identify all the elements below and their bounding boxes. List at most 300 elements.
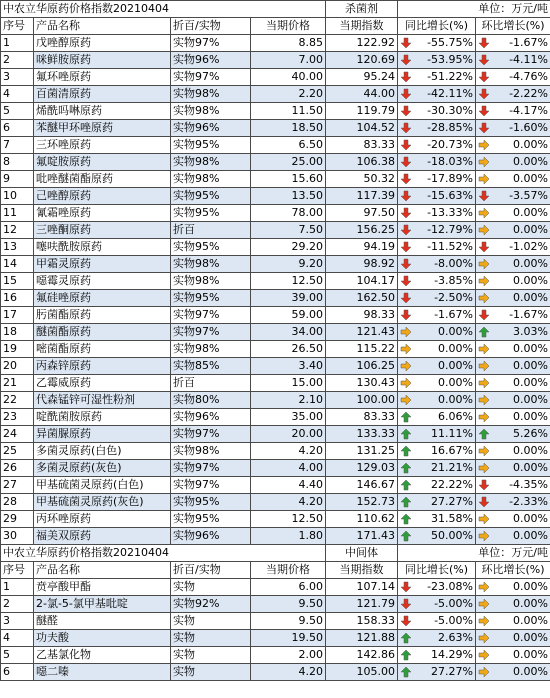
product-unit: 实物 (171, 664, 251, 681)
yoy-value: 6.06% (438, 410, 473, 423)
current-price: 4.00 (251, 460, 326, 477)
product-name: 嘧菌酯原药 (34, 341, 171, 358)
product-unit: 实物96% (171, 409, 251, 426)
current-index: 156.25 (326, 222, 398, 239)
current-price: 2.20 (251, 86, 326, 103)
yoy-value: -2.50% (434, 291, 473, 304)
current-price: 9.50 (251, 596, 326, 613)
mom-value: 3.03% (513, 325, 548, 338)
arrow-down-icon (478, 241, 490, 253)
mom-value: -4.76% (509, 70, 548, 83)
yoy-cell (398, 120, 476, 137)
mom-value: -2.22% (509, 87, 548, 100)
yoy-cell (398, 307, 476, 324)
row-number: 4 (1, 86, 34, 103)
table-row (1, 579, 550, 596)
mom-cell (476, 392, 550, 409)
product-name: 烯酰吗啉原药 (34, 103, 171, 120)
current-index: 106.25 (326, 358, 398, 375)
arrow-right-icon (478, 173, 490, 185)
row-number: 8 (1, 154, 34, 171)
product-name: 氰霜唑原药 (34, 205, 171, 222)
yoy-value: -55.75% (427, 36, 473, 49)
arrow-right-icon (478, 207, 490, 219)
section-category: 中间体 (326, 545, 398, 562)
yoy-value: -53.95% (427, 53, 473, 66)
table-row (1, 154, 550, 171)
product-name: 噁二嗪 (34, 664, 171, 681)
arrow-down-icon (478, 71, 490, 83)
arrow-right-icon (478, 377, 490, 389)
current-index: 100.00 (326, 392, 398, 409)
header-row (1, 562, 550, 579)
table-row (1, 392, 550, 409)
table-row (1, 290, 550, 307)
mom-cell (476, 341, 550, 358)
arrow-down-icon (400, 224, 412, 236)
mom-value: 0.00% (513, 648, 548, 661)
header-yoy: 同比增长(%) (398, 562, 476, 579)
current-price: 2.10 (251, 392, 326, 409)
row-number: 28 (1, 494, 34, 511)
section-title: 中农立华原药价格指数20210404 (1, 545, 326, 562)
section-unit: 单位：万元/吨 (398, 545, 550, 562)
product-unit: 实物95% (171, 137, 251, 154)
yoy-value: 0.00% (438, 359, 473, 372)
mom-value: -1.67% (509, 308, 548, 321)
arrow-down-icon (478, 309, 490, 321)
mom-cell (476, 647, 550, 664)
current-index: 110.62 (326, 511, 398, 528)
current-price: 6.50 (251, 137, 326, 154)
yoy-value: 0.00% (438, 376, 473, 389)
arrow-right-icon (400, 377, 412, 389)
arrow-right-icon (478, 649, 490, 661)
arrow-up-icon (400, 445, 412, 457)
arrow-up-icon (400, 666, 412, 678)
yoy-cell (398, 273, 476, 290)
yoy-cell (398, 630, 476, 647)
current-price: 34.00 (251, 324, 326, 341)
row-number: 7 (1, 137, 34, 154)
current-index: 105.00 (326, 664, 398, 681)
row-number: 22 (1, 392, 34, 409)
product-name: 三唑酮原药 (34, 222, 171, 239)
arrow-right-icon (478, 258, 490, 270)
mom-cell (476, 528, 550, 545)
arrow-right-icon (478, 581, 490, 593)
product-unit: 实物 (171, 579, 251, 596)
row-number: 11 (1, 205, 34, 222)
mom-value: 0.00% (513, 461, 548, 474)
product-unit: 实物95% (171, 494, 251, 511)
current-index: 129.03 (326, 460, 398, 477)
product-unit: 实物98% (171, 443, 251, 460)
yoy-value: 31.58% (431, 512, 473, 525)
yoy-cell (398, 392, 476, 409)
row-number: 24 (1, 426, 34, 443)
yoy-cell (398, 358, 476, 375)
yoy-cell (398, 528, 476, 545)
mom-cell (476, 103, 550, 120)
arrow-right-icon (400, 343, 412, 355)
mom-cell (476, 460, 550, 477)
yoy-value: -15.63% (427, 189, 473, 202)
arrow-down-icon (400, 37, 412, 49)
product-unit: 实物95% (171, 188, 251, 205)
row-number: 21 (1, 375, 34, 392)
row-number: 1 (1, 579, 34, 596)
arrow-right-icon (478, 615, 490, 627)
row-number: 26 (1, 460, 34, 477)
current-index: 171.43 (326, 528, 398, 545)
header-row (1, 18, 550, 35)
yoy-value: -5.00% (434, 597, 473, 610)
arrow-down-icon (478, 496, 490, 508)
arrow-right-icon (478, 666, 490, 678)
row-number: 27 (1, 477, 34, 494)
product-unit: 实物98% (171, 103, 251, 120)
yoy-value: 0.00% (438, 393, 473, 406)
current-price: 29.20 (251, 239, 326, 256)
mom-cell (476, 630, 550, 647)
header-index: 当期指数 (326, 562, 398, 579)
yoy-cell (398, 324, 476, 341)
current-price: 59.00 (251, 307, 326, 324)
table-row (1, 613, 550, 630)
mom-cell (476, 205, 550, 222)
current-price: 40.00 (251, 69, 326, 86)
yoy-value: -28.85% (427, 121, 473, 134)
arrow-down-icon (400, 598, 412, 610)
yoy-value: -23.08% (427, 580, 473, 593)
yoy-cell (398, 69, 476, 86)
product-name: 三环唑原药 (34, 137, 171, 154)
product-unit: 实物96% (171, 528, 251, 545)
current-price: 8.85 (251, 35, 326, 52)
current-index: 120.69 (326, 52, 398, 69)
product-unit: 实物97% (171, 477, 251, 494)
mom-value: 0.00% (513, 359, 548, 372)
product-name: 醚菌酯原药 (34, 324, 171, 341)
product-name: 氟硅唑原药 (34, 290, 171, 307)
mom-value: -3.57% (509, 189, 548, 202)
yoy-cell (398, 341, 476, 358)
current-index: 142.86 (326, 647, 398, 664)
yoy-value: -42.11% (427, 87, 473, 100)
current-index: 122.92 (326, 35, 398, 52)
product-unit: 折百 (171, 375, 251, 392)
section-title-row (1, 545, 550, 562)
current-index: 119.79 (326, 103, 398, 120)
header-unit: 折百/实物 (171, 18, 251, 35)
current-index: 152.73 (326, 494, 398, 511)
product-name: 肟菌酯原药 (34, 307, 171, 324)
table-row (1, 511, 550, 528)
product-name: 乙霉威原药 (34, 375, 171, 392)
yoy-cell (398, 154, 476, 171)
yoy-value: -30.30% (427, 104, 473, 117)
yoy-cell (398, 477, 476, 494)
current-index: 107.14 (326, 579, 398, 596)
arrow-right-icon (400, 360, 412, 372)
product-unit: 实物92% (171, 596, 251, 613)
mom-cell (476, 664, 550, 681)
mom-cell (476, 426, 550, 443)
arrow-down-icon (400, 173, 412, 185)
arrow-down-icon (478, 37, 490, 49)
mom-cell (476, 137, 550, 154)
product-name: 噁霉灵原药 (34, 273, 171, 290)
product-name: 醚醛 (34, 613, 171, 630)
mom-value: -1.67% (509, 36, 548, 49)
header-index: 当期指数 (326, 18, 398, 35)
yoy-value: -51.22% (427, 70, 473, 83)
product-name: 丙森锌原药 (34, 358, 171, 375)
current-index: 98.33 (326, 307, 398, 324)
arrow-right-icon (400, 326, 412, 338)
arrow-up-icon (400, 479, 412, 491)
row-number: 30 (1, 528, 34, 545)
row-number: 9 (1, 171, 34, 188)
yoy-cell (398, 52, 476, 69)
product-name: 氟环唑原药 (34, 69, 171, 86)
yoy-cell (398, 613, 476, 630)
section-title-row (1, 1, 550, 18)
mom-value: 0.00% (513, 631, 548, 644)
current-index: 131.25 (326, 443, 398, 460)
arrow-down-icon (478, 190, 490, 202)
current-index: 117.39 (326, 188, 398, 205)
mom-value: 0.00% (513, 580, 548, 593)
mom-value: 0.00% (513, 291, 548, 304)
yoy-cell (398, 494, 476, 511)
product-name: 咪鲜胺原药 (34, 52, 171, 69)
arrow-up-icon (400, 649, 412, 661)
mom-value: 0.00% (513, 172, 548, 185)
current-price: 19.50 (251, 630, 326, 647)
current-index: 121.43 (326, 324, 398, 341)
current-index: 130.43 (326, 375, 398, 392)
arrow-right-icon (478, 513, 490, 525)
row-number: 2 (1, 52, 34, 69)
yoy-value: 0.00% (438, 325, 473, 338)
product-unit: 实物97% (171, 307, 251, 324)
header-mom: 环比增长(%) (476, 562, 550, 579)
product-name: 贲亭酸甲酯 (34, 579, 171, 596)
arrow-right-icon (400, 394, 412, 406)
arrow-down-icon (400, 241, 412, 253)
arrow-up-icon (478, 326, 490, 338)
yoy-cell (398, 290, 476, 307)
mom-cell (476, 120, 550, 137)
yoy-value: -8.00% (434, 257, 473, 270)
arrow-right-icon (478, 530, 490, 542)
current-index: 104.17 (326, 273, 398, 290)
yoy-value: -5.00% (434, 614, 473, 627)
row-number: 18 (1, 324, 34, 341)
row-number: 5 (1, 647, 34, 664)
table-row (1, 664, 550, 681)
current-index: 121.79 (326, 596, 398, 613)
table-row (1, 596, 550, 613)
mom-value: 0.00% (513, 223, 548, 236)
row-number: 29 (1, 511, 34, 528)
mom-value: 0.00% (513, 393, 548, 406)
current-price: 12.50 (251, 511, 326, 528)
yoy-cell (398, 137, 476, 154)
table-row (1, 528, 550, 545)
row-number: 12 (1, 222, 34, 239)
arrow-down-icon (400, 122, 412, 134)
product-name: 氟啶胺原药 (34, 154, 171, 171)
yoy-cell (398, 460, 476, 477)
table-row (1, 205, 550, 222)
header-price: 当期价格 (251, 18, 326, 35)
mom-cell (476, 52, 550, 69)
product-unit: 实物97% (171, 460, 251, 477)
mom-value: 0.00% (513, 376, 548, 389)
mom-value: 5.26% (513, 427, 548, 440)
arrow-down-icon (400, 139, 412, 151)
current-price: 15.60 (251, 171, 326, 188)
arrow-right-icon (478, 360, 490, 372)
product-unit: 实物 (171, 630, 251, 647)
header-name: 产品名称 (34, 562, 171, 579)
arrow-right-icon (478, 411, 490, 423)
yoy-value: 2.63% (438, 631, 473, 644)
table-row (1, 409, 550, 426)
product-name: 戊唑醇原药 (34, 35, 171, 52)
product-unit: 实物95% (171, 290, 251, 307)
current-price: 7.00 (251, 52, 326, 69)
product-unit: 实物85% (171, 358, 251, 375)
mom-cell (476, 239, 550, 256)
yoy-cell (398, 511, 476, 528)
table-row (1, 477, 550, 494)
yoy-cell (398, 35, 476, 52)
mom-value: 0.00% (513, 155, 548, 168)
table-row (1, 426, 550, 443)
mom-cell (476, 35, 550, 52)
arrow-down-icon (400, 156, 412, 168)
arrow-right-icon (478, 139, 490, 151)
yoy-value: -18.03% (427, 155, 473, 168)
current-index: 94.19 (326, 239, 398, 256)
product-unit: 实物98% (171, 86, 251, 103)
mom-value: 0.00% (513, 529, 548, 542)
product-unit: 实物98% (171, 341, 251, 358)
current-price: 35.00 (251, 409, 326, 426)
product-unit: 实物97% (171, 35, 251, 52)
product-unit: 实物 (171, 613, 251, 630)
table-row (1, 239, 550, 256)
current-price: 4.20 (251, 494, 326, 511)
product-name: 多菌灵原药(灰色) (34, 460, 171, 477)
table-row (1, 307, 550, 324)
yoy-value: 22.22% (431, 478, 473, 491)
yoy-cell (398, 596, 476, 613)
arrow-down-icon (400, 292, 412, 304)
mom-cell (476, 579, 550, 596)
arrow-down-icon (400, 54, 412, 66)
current-index: 97.50 (326, 205, 398, 222)
current-price: 2.00 (251, 647, 326, 664)
arrow-up-icon (478, 428, 490, 440)
header-unit: 折百/实物 (171, 562, 251, 579)
yoy-value: 11.11% (431, 427, 473, 440)
current-index: 83.33 (326, 409, 398, 426)
table-row (1, 35, 550, 52)
table-row (1, 647, 550, 664)
row-number: 4 (1, 630, 34, 647)
header-name: 产品名称 (34, 18, 171, 35)
yoy-value: 27.27% (431, 665, 473, 678)
arrow-right-icon (478, 632, 490, 644)
yoy-cell (398, 579, 476, 596)
mom-value: 0.00% (513, 257, 548, 270)
current-index: 115.22 (326, 341, 398, 358)
row-number: 23 (1, 409, 34, 426)
arrow-down-icon (478, 105, 490, 117)
product-name: 2-氯-5-氯甲基吡啶 (34, 596, 171, 613)
product-unit: 实物95% (171, 205, 251, 222)
row-number: 1 (1, 35, 34, 52)
yoy-cell (398, 239, 476, 256)
yoy-value: -13.33% (427, 206, 473, 219)
mom-cell (476, 477, 550, 494)
table-row (1, 630, 550, 647)
product-name: 己唑醇原药 (34, 188, 171, 205)
table-row (1, 222, 550, 239)
mom-value: -4.35% (509, 478, 548, 491)
current-price: 4.20 (251, 443, 326, 460)
table-row (1, 188, 550, 205)
current-price: 18.50 (251, 120, 326, 137)
mom-value: 0.00% (513, 274, 548, 287)
yoy-cell (398, 86, 476, 103)
product-name: 丙环唑原药 (34, 511, 171, 528)
mom-cell (476, 273, 550, 290)
mom-cell (476, 307, 550, 324)
mom-value: 0.00% (513, 512, 548, 525)
row-number: 6 (1, 120, 34, 137)
table-row (1, 256, 550, 273)
yoy-value: -17.89% (427, 172, 473, 185)
table-row (1, 171, 550, 188)
mom-value: -1.60% (509, 121, 548, 134)
table-row (1, 494, 550, 511)
product-unit: 实物96% (171, 120, 251, 137)
product-name: 甲霜灵原药 (34, 256, 171, 273)
yoy-cell (398, 664, 476, 681)
current-price: 78.00 (251, 205, 326, 222)
arrow-down-icon (400, 258, 412, 270)
current-price: 39.00 (251, 290, 326, 307)
arrow-up-icon (400, 462, 412, 474)
yoy-cell (398, 647, 476, 664)
yoy-cell (398, 426, 476, 443)
table-row (1, 443, 550, 460)
current-index: 146.67 (326, 477, 398, 494)
current-index: 104.52 (326, 120, 398, 137)
row-number: 15 (1, 273, 34, 290)
product-name: 异菌脲原药 (34, 426, 171, 443)
row-number: 10 (1, 188, 34, 205)
product-unit: 实物 (171, 647, 251, 664)
mom-cell (476, 188, 550, 205)
yoy-value: 50.00% (431, 529, 473, 542)
